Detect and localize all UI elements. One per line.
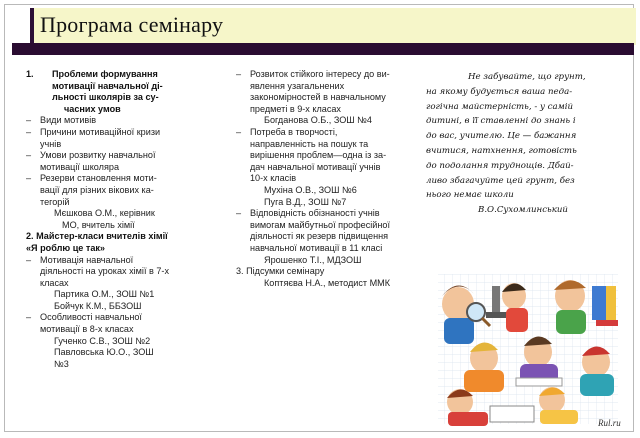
list-item-continued: класах [40,277,69,288]
speaker-name: №3 [54,358,69,369]
speaker-name: МО, вчитель хімії [62,219,135,230]
illustration-watermark: Rul.ru [598,418,621,428]
quote-author: В.О.Сухомлинський [478,205,568,216]
speaker-name: Партика О.М., ЗОШ №1 [54,289,155,300]
item-2-heading: 2. Майстер-класи вчителів хімії «Я роблю це так» [26,231,168,253]
students-illustration [420,266,632,432]
title-box [30,8,636,45]
speaker-name: Ярошенко Т.І., МДЗОШ [264,254,362,265]
list-item-continued: навчальної мотивації в 11 класі [250,242,383,253]
list-item: – Види мотивів [26,115,204,127]
speaker-name: Мєшкова О.М., керівник [54,208,155,219]
list-item-continued: мотивації в 8-х класах [40,324,134,335]
speaker-name: Коптяєва Н.А., методист ММК [264,277,391,288]
list-item-continued: вації для різних вікових ка- [40,184,154,195]
page-title: Програма семінару [40,12,224,37]
list-item-continued: 10-х класів [250,173,297,184]
speaker-name: Богданова О.Б., ЗОШ №4 [264,115,372,126]
quote-line: до подолання труднощів. Дбай- [426,160,574,171]
list-item-continued: діяльності як резерв підвищення [250,231,389,242]
quote-line: до вас, учителю. Це — бажання [426,131,577,142]
program-column-2 [236,69,420,289]
quote-line: ливо збагачуйте цей грунт, без [426,175,575,186]
speaker-name: Пуга В.Д., ЗОШ №7 [264,196,347,207]
quote-line: гогічна майстерність, - у самій [426,101,574,112]
speaker-name: Павловська Ю.О., ЗОШ [54,347,154,358]
list-item-continued: учнів [40,138,62,149]
speaker-name: Гученко С.В., ЗОШ №2 [54,335,151,346]
quote-line: дитині, в її ставленні до знань і [426,116,576,127]
list-item-continued: тегорій [40,196,70,207]
list-item: – Причини мотиваційної кризи [26,127,204,139]
list-item: – Відповідність обізнаності учнів [236,208,420,220]
item-1-heading: 1. Проблеми формування мотивації навчальної ді- льності школярів за су- часних умов [26,69,163,114]
list-item: – Особливості навчальної [26,312,204,324]
list-item: – Резерви становлення моти- [26,173,204,185]
list-item: – Умови розвитку навчальної [26,150,204,162]
list-item-continued: закономірностей в навчальному [250,92,386,103]
header-bar [12,43,634,55]
program-column-1 [26,69,204,370]
epigraph-quote [426,70,620,218]
speaker-name: Бойчук К.М., ББЗОШ [54,300,142,311]
list-item-continued: явлення узагальнених [250,80,345,91]
quote-line: на якому будується ваша педа- [426,86,573,97]
item-3-heading: 3. Підсумки семінару [236,266,325,277]
list-item-continued: вирішення проблем—одна із за- [250,150,387,161]
quote-line: нього немає школи [426,190,514,201]
list-item: – Мотивація навчальної [26,255,204,267]
list-item: – Потреба в творчості, [236,127,420,139]
list-item-continued: мотивації школяра [40,161,120,172]
list-item-continued: діяльності на уроках хімії в 7-х [40,266,169,277]
list-item-continued: направленність на пошук та [250,138,369,149]
list-item-continued: предметі в 9-х класах [250,103,341,114]
list-item-continued: дач навчальної мотивації учнів [250,161,381,172]
list-item: – Розвиток стійкого інтересу до ви- [236,69,420,81]
speaker-name: Мухіна О.В., ЗОШ №6 [264,184,357,195]
list-item-continued: вимогам майбутньої професійної [250,219,390,230]
quote-line: Не забувайте, що грунт, [468,72,586,82]
quote-line: вчитися, натхнення, готовість [426,145,577,156]
